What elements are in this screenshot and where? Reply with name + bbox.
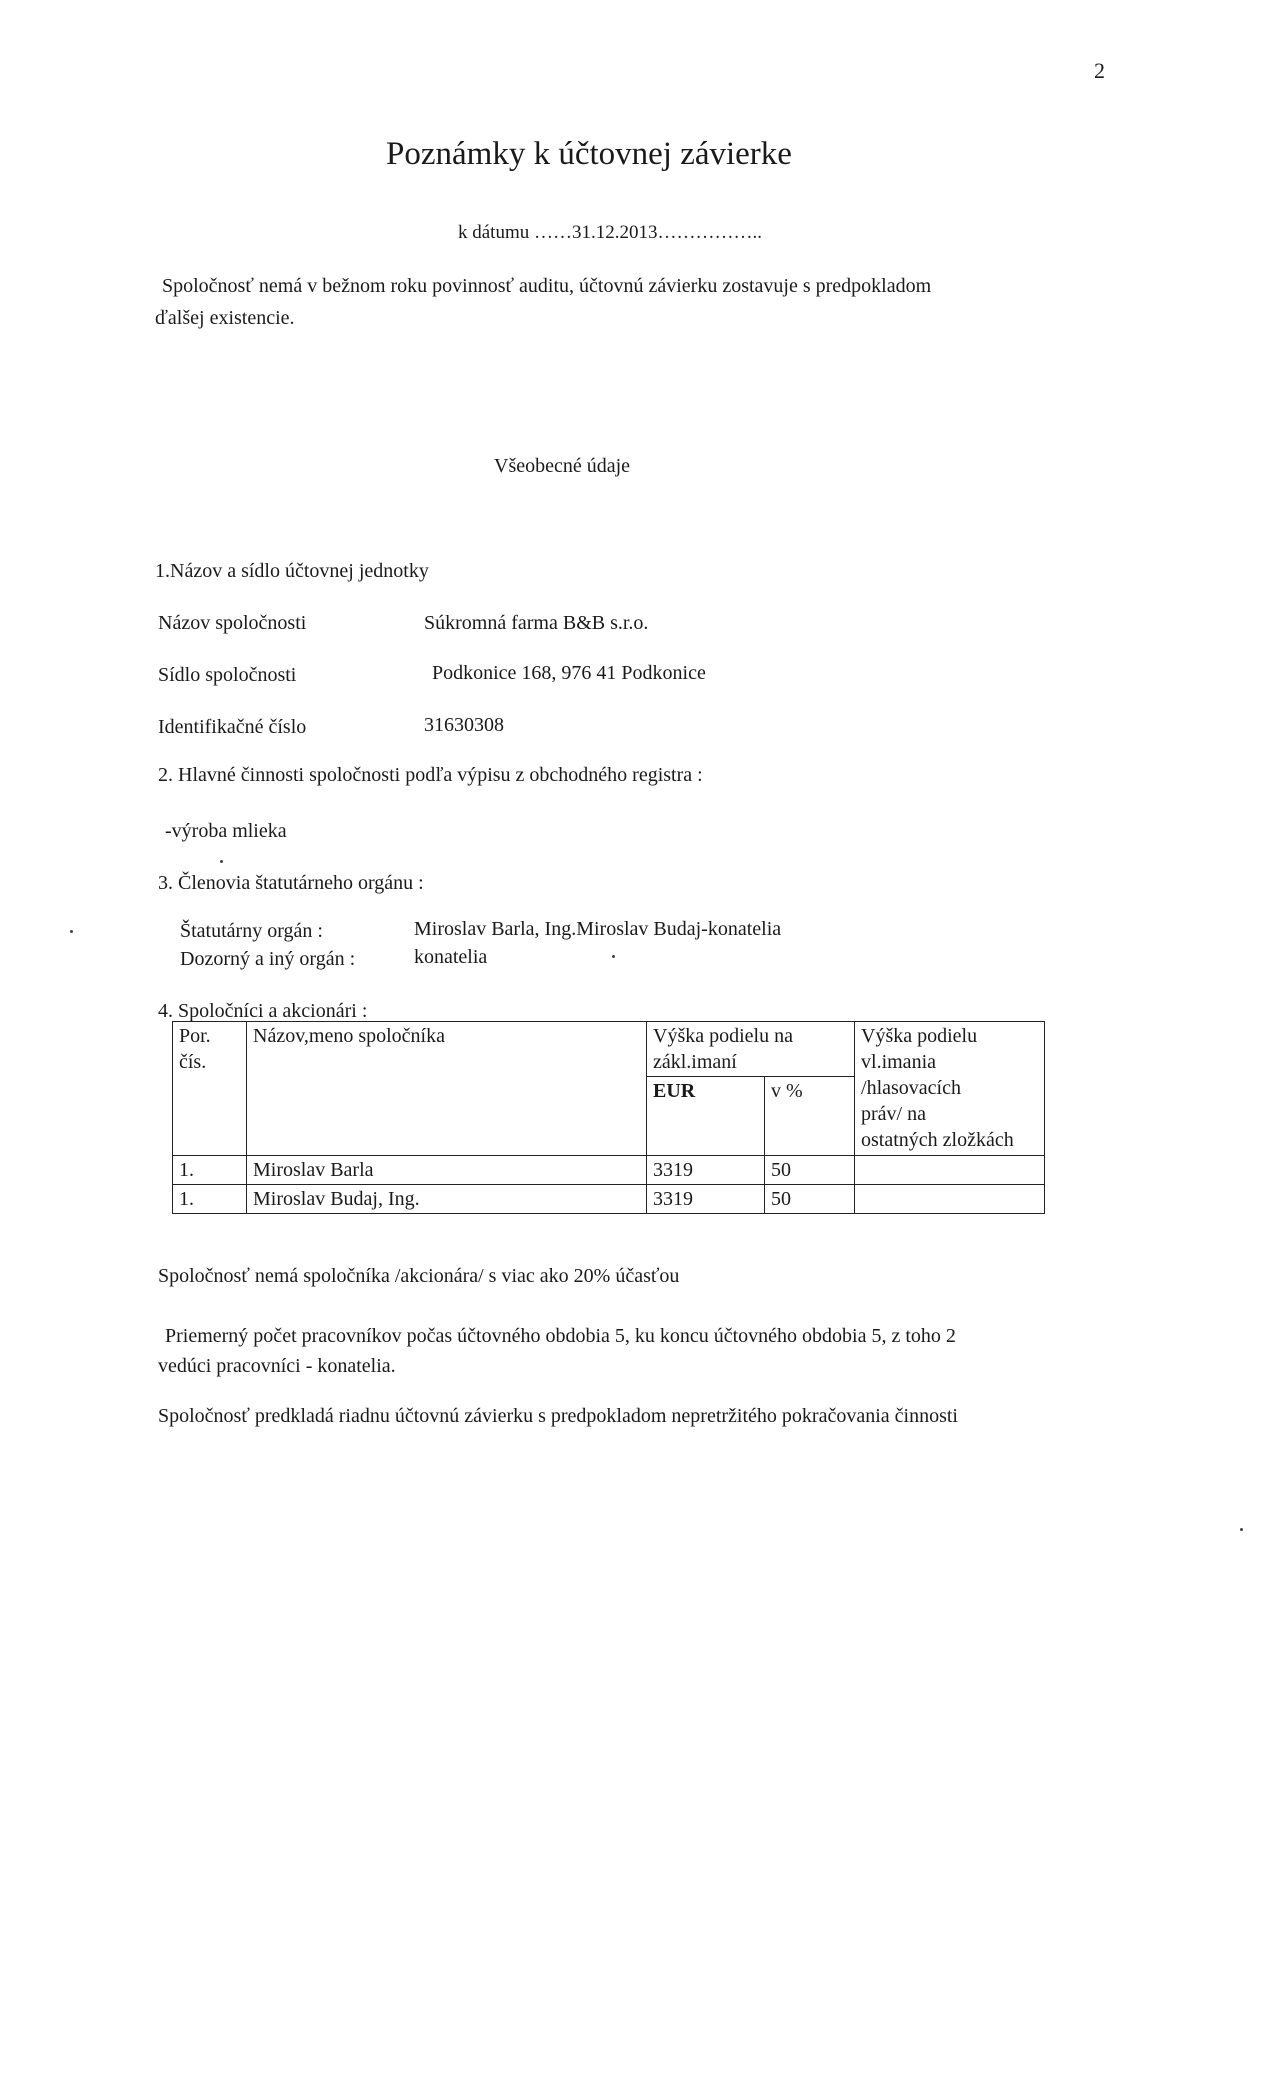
company-name-value: Súkromná farma B&B s.r.o. <box>424 612 649 634</box>
row2-other <box>855 1185 1045 1214</box>
item2-activity: -výroba mlieka <box>165 820 287 842</box>
supervisory-body-value: konatelia <box>414 946 488 968</box>
header-share-line2: zákl.imaní <box>653 1051 737 1073</box>
shareholders-table <box>172 1021 1045 1214</box>
header-pct: v % <box>765 1077 855 1156</box>
company-name-label: Názov spoločnosti <box>158 612 307 634</box>
intro-line-1: Spoločnosť nemá v bežnom roku povinnosť auditu, účtovnú závierku zostavuje s predpokladom <box>162 275 932 297</box>
scan-speck <box>1240 1528 1243 1531</box>
header-other-line1: Výška podielu <box>861 1025 978 1047</box>
row1-no: 1. <box>173 1156 247 1185</box>
scan-speck <box>220 860 223 863</box>
company-seat-value: Podkonice 168, 976 41 Podkonice <box>432 662 706 684</box>
item1-heading: 1.Názov a sídlo účtovnej jednotky <box>155 560 429 582</box>
table-row <box>173 1185 1045 1214</box>
header-other-line3: /hlasovacích <box>861 1077 961 1099</box>
scan-speck <box>70 930 73 933</box>
date-line: k dátumu ……31.12.2013…………….. <box>458 222 762 243</box>
row2-no: 1. <box>173 1185 247 1214</box>
header-share <box>647 1022 855 1077</box>
company-id-value: 31630308 <box>424 714 504 736</box>
row2-name: Miroslav Budaj, Ing. <box>247 1185 647 1214</box>
row1-other <box>855 1156 1045 1185</box>
section-heading: Všeobecné údaje <box>494 455 631 477</box>
note-20pct: Spoločnosť nemá spoločníka /akcionára/ s viac ako 20% účasťou <box>158 1265 680 1287</box>
header-eur: EUR <box>647 1077 765 1156</box>
row1-name: Miroslav Barla <box>247 1156 647 1185</box>
header-no-line2: čís. <box>179 1051 207 1073</box>
table-row <box>173 1156 1045 1185</box>
header-other-line2: vl.imania <box>861 1051 936 1073</box>
employees-line-1: Priemerný počet pracovníkov počas účtovného obdobia 5, ku koncu účtovného obdobia 5, z toho 2 <box>165 1325 956 1347</box>
closing-statement: Spoločnosť predkladá riadnu účtovnú závierku s predpokladom nepretržitého pokračovania činnosti <box>158 1405 958 1427</box>
header-share-line1: Výška podielu na <box>653 1025 793 1047</box>
table-header-row <box>173 1022 1045 1077</box>
statutory-body-value: Miroslav Barla, Ing.Miroslav Budaj-konatelia <box>414 918 782 940</box>
page-number: 2 <box>1094 58 1105 83</box>
employees-line-2: vedúci pracovníci - konatelia. <box>158 1355 396 1377</box>
row2-pct: 50 <box>765 1185 855 1214</box>
row2-eur: 3319 <box>647 1185 765 1214</box>
scan-speck <box>612 955 615 958</box>
company-seat-label: Sídlo spoločnosti <box>158 664 297 686</box>
header-no <box>173 1022 247 1156</box>
row1-pct: 50 <box>765 1156 855 1185</box>
header-name: Názov,meno spoločníka <box>247 1022 647 1156</box>
header-no-line1: Por. <box>179 1025 211 1047</box>
intro-line-2: ďalšej existencie. <box>155 307 295 329</box>
supervisory-body-label: Dozorný a iný orgán : <box>180 948 356 970</box>
company-id-label: Identifikačné číslo <box>158 716 307 738</box>
statutory-body-label: Štatutárny orgán : <box>180 920 323 942</box>
row1-eur: 3319 <box>647 1156 765 1185</box>
item2-heading: 2. Hlavné činnosti spoločnosti podľa výpisu z obchodného registra : <box>158 764 703 786</box>
item4-heading: 4. Spoločníci a akcionári : <box>158 1000 368 1022</box>
header-other-line4: práv/ na <box>861 1103 926 1125</box>
header-other-line5: ostatných zložkách <box>861 1129 1014 1151</box>
header-other <box>855 1022 1045 1156</box>
document-title: Poznámky k účtovnej závierke <box>386 136 792 172</box>
item3-heading: 3. Členovia štatutárneho orgánu : <box>158 872 424 894</box>
